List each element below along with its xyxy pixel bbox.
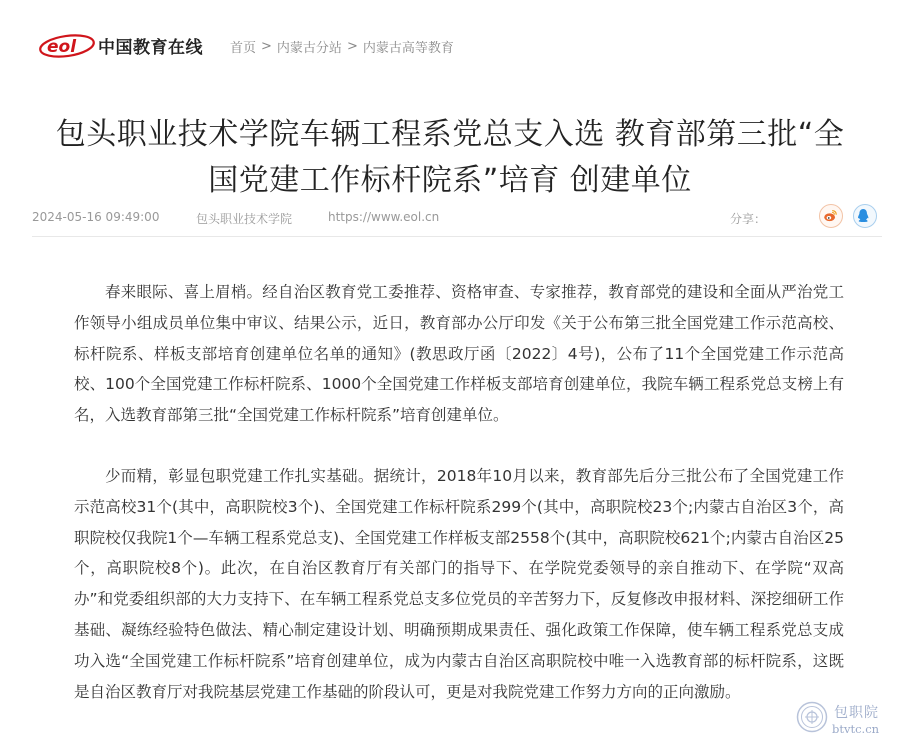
share-qq-button[interactable] (853, 204, 877, 228)
school-seal-icon (796, 701, 828, 733)
article-meta (32, 200, 882, 237)
article-paragraph: 少而精，彰显包职党建工作扎实基础。据统计，2018年10月以来，教育部先后分三批公布了全国党建工作示范高校31个(其中，高职院校3个)、全国党建工作标杆院系299个(其中，高职院校23个;内蒙古自治区3个，高职院校仅我院1个—车辆工程系党总支)、全国党建工作样板支部2558个(其中，高职院校621个;内蒙古自治区25个，高职院校8个)。此次，在自治区教育厅有关部门的指导下、在学院党委领导的亲自推动下、在学院“双高办”和党委组织部的大力支持下、在车辆工程系党总支多位党员的辛苦努力下，反复修改申报材料、深挖细研工作基础、凝练经验特色做法、精心制定建设计划、明确预期成果责任、强化政策工作保障，使车辆工程系党总支成功入选“全国党建工作标杆院系”培育创建单位，成为内蒙古自治区高职院校中唯一入选教育部的标杆院系，这既是自治区教育厅对我院基层党建工作基础的阶段认可，更是对我院党建工作努力方向的正向激励。 (74, 466, 844, 701)
source-watermark (794, 700, 894, 740)
svg-text:eol: eol (47, 37, 77, 57)
watermark-name: 包职院 (834, 705, 879, 721)
breadcrumb-inner-mongolia[interactable]: 内蒙古分站 (276, 41, 342, 56)
breadcrumb-separator: > (261, 39, 272, 54)
eol-logo-icon (38, 31, 96, 59)
site-header (0, 0, 898, 90)
share-label: 分享： (730, 212, 767, 226)
watermark-domain: btvtc.cn (832, 722, 880, 736)
weibo-icon (820, 205, 841, 226)
article-title-line2: 国党建工作标杆院系”培育 创建单位 (208, 163, 692, 199)
breadcrumb-higher-education[interactable]: 内蒙古高等教育 (362, 41, 454, 56)
qq-icon (854, 205, 875, 226)
breadcrumb-home[interactable]: 首页 (230, 41, 257, 56)
site-name: 中国教育在线 (98, 37, 203, 58)
site-logo[interactable] (38, 30, 203, 60)
source-url[interactable]: https://www.eol.cn (328, 210, 440, 224)
article-paragraph: 春来眼际、喜上眉梢。经自治区教育党工委推荐、资格审查、专家推荐，教育部党的建设和全面从严治党工作领导小组成员单位集中审议、结果公示，近日，教育部办公厅印发《关于公布第三批全国党建工作示范高校、标杆院系、样板支部培育创建单位名单的通知》(教思政厅函〔2022〕4号)，公布了11个全国党建工作示范高校、100个全国党建工作标杆院系、1000个全国党建工作样板支部培育创建单位，我院车辆工程系党总支榜上有名，入选教育部第三批“全国党建工作标杆院系”培育创建单位。 (74, 283, 844, 425)
share-weibo-button[interactable] (819, 204, 843, 228)
breadcrumb (230, 37, 454, 56)
publish-date: 2024-05-16 09:49:00 (32, 210, 160, 224)
article-body (74, 277, 844, 707)
article-title-line1: 包头职业技术学院车辆工程系党总支入选 教育部第三批“全 (55, 117, 845, 153)
article-title (30, 112, 870, 204)
article-source: 包头职业技术学院 (196, 212, 293, 226)
breadcrumb-separator: > (346, 39, 358, 54)
